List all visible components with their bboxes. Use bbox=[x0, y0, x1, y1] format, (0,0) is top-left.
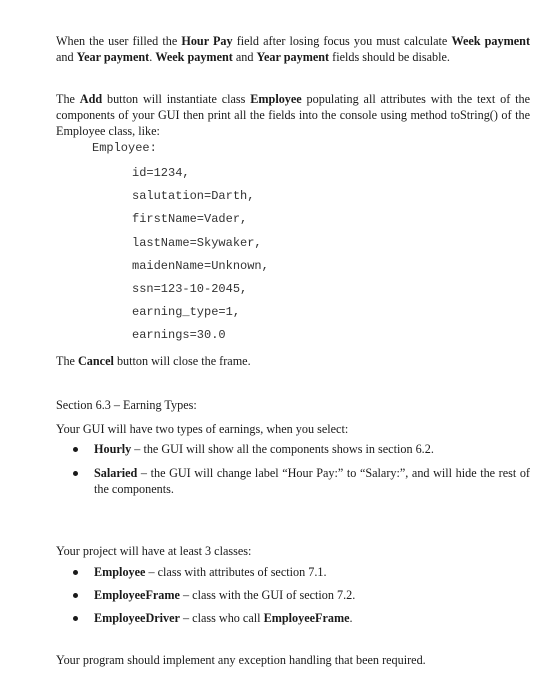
add-button-paragraph bbox=[56, 91, 530, 139]
list-item bbox=[56, 465, 530, 497]
bold-text: Year payment bbox=[76, 50, 150, 64]
bold-text: Salaried bbox=[94, 466, 138, 480]
cancel-button-paragraph bbox=[56, 353, 251, 369]
section-intro: Your GUI will have two types of earnings, when you select: bbox=[56, 422, 349, 436]
bullet-icon bbox=[73, 447, 78, 452]
bold-text: Hourly bbox=[94, 442, 132, 456]
text: – class with the GUI of section 7.2. bbox=[179, 588, 356, 602]
section-heading: Section 6.3 – Earning Types: bbox=[56, 398, 197, 412]
bullet-icon bbox=[73, 593, 78, 598]
list-item bbox=[56, 441, 530, 457]
hour-pay-paragraph bbox=[56, 33, 530, 65]
text: – the GUI will change label “Hour Pay:” to “Salary:”, and will hide the rest of the components. bbox=[94, 466, 530, 496]
classes-list bbox=[56, 564, 530, 633]
earning-types-list bbox=[56, 441, 530, 505]
code-line: salutation=Darth, bbox=[132, 189, 255, 204]
code-line: lastName=Skywaker, bbox=[132, 235, 262, 250]
text: field after losing focus you must calculate bbox=[232, 34, 452, 48]
code-line: earnings=30.0 bbox=[132, 328, 226, 343]
bold-text: Employee bbox=[250, 92, 302, 106]
bullet-icon bbox=[73, 616, 78, 621]
text: . bbox=[349, 611, 353, 625]
bold-text: EmployeeDriver bbox=[94, 611, 180, 625]
bold-text: Hour Pay bbox=[181, 34, 233, 48]
text: populating all attributes with the text of the components of your GUI then print all the fields into the console using method toString() of the Employee class, like: bbox=[56, 92, 530, 138]
text: and bbox=[232, 50, 257, 64]
bold-text: Year payment bbox=[256, 50, 330, 64]
bold-text: Week payment bbox=[155, 50, 233, 64]
bold-text: Add bbox=[79, 92, 103, 106]
bold-text: Cancel bbox=[78, 354, 114, 368]
classes-intro: Your project will have at least 3 classes: bbox=[56, 544, 252, 558]
code-line: maidenName=Unknown, bbox=[132, 258, 269, 273]
text: The bbox=[56, 354, 78, 368]
bold-text: Employee bbox=[94, 565, 146, 579]
bullet-icon bbox=[73, 471, 78, 476]
text: . bbox=[149, 50, 156, 64]
bullet-icon bbox=[73, 570, 78, 575]
text: – class who call bbox=[179, 611, 264, 625]
text: and bbox=[56, 50, 77, 64]
text: fields should be disable. bbox=[329, 50, 450, 64]
code-line: firstName=Vader, bbox=[132, 212, 248, 227]
list-item bbox=[56, 610, 530, 626]
text: – class with attributes of section 7.1. bbox=[145, 565, 327, 579]
code-line: earning_type=1, bbox=[132, 305, 241, 320]
text: When the user filled the bbox=[56, 34, 182, 48]
bold-text: EmployeeFrame bbox=[263, 611, 350, 625]
list-item bbox=[56, 564, 530, 580]
list-item bbox=[56, 587, 530, 603]
code-line: id=1234, bbox=[132, 166, 190, 180]
code-example-lines bbox=[132, 162, 269, 348]
code-example-heading: Employee: bbox=[92, 141, 157, 155]
text: The bbox=[56, 92, 80, 106]
closing-paragraph: Your program should implement any exception handling that been required. bbox=[56, 653, 426, 667]
code-line: ssn=123-10-2045, bbox=[132, 281, 248, 296]
text: button will instantiate class bbox=[102, 92, 251, 106]
bold-text: EmployeeFrame bbox=[94, 588, 180, 602]
bold-text: Week payment bbox=[451, 34, 530, 48]
text: button will close the frame. bbox=[113, 354, 251, 368]
text: – the GUI will show all the components shows in section 6.2. bbox=[131, 442, 434, 456]
